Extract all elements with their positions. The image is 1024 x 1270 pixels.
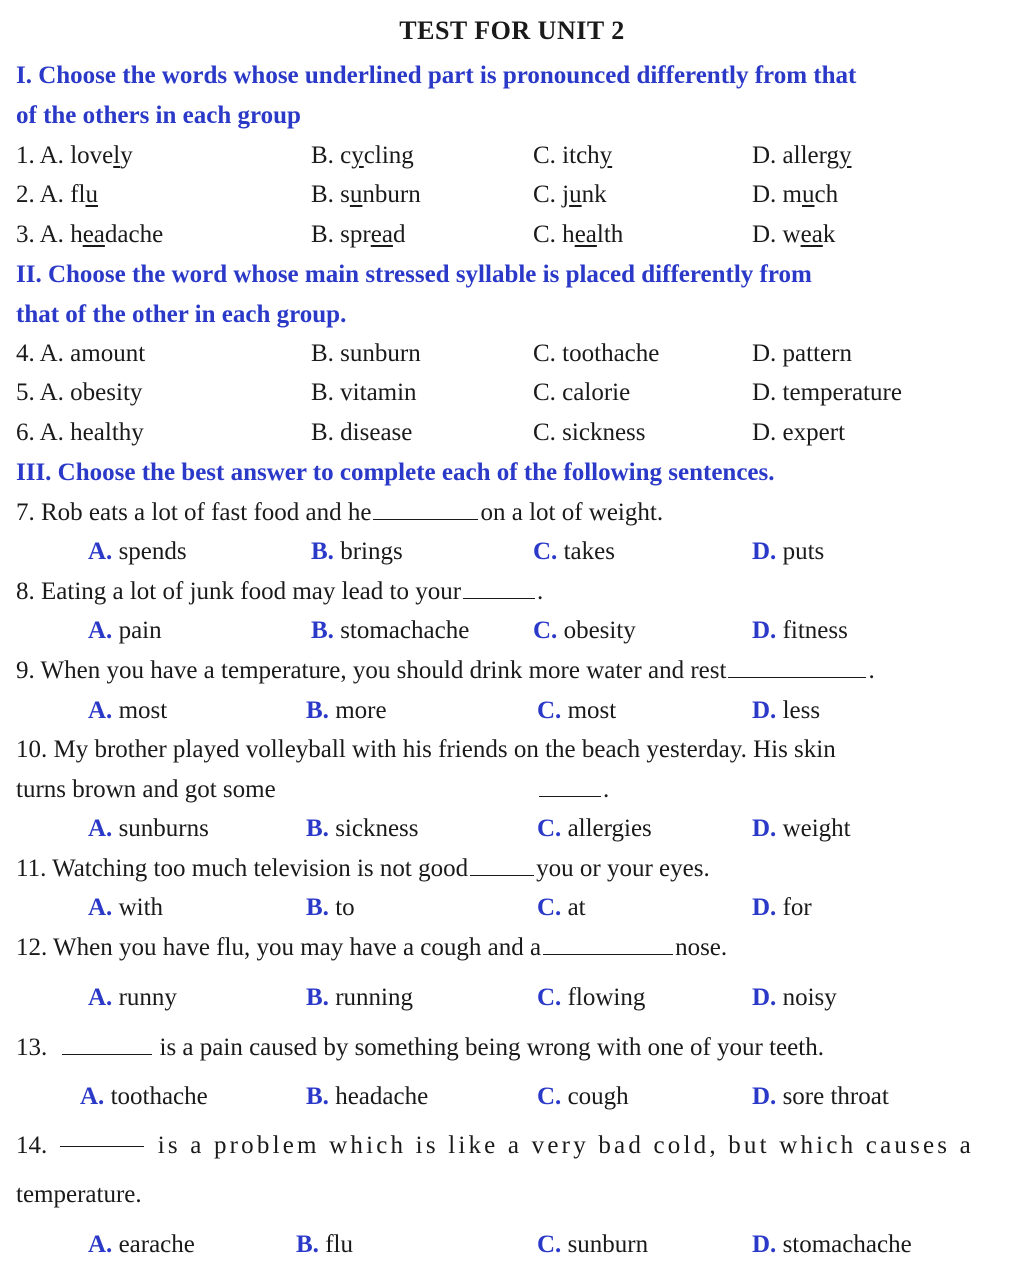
option-letter: C. xyxy=(533,538,558,565)
option-letter: B. xyxy=(311,617,334,644)
option-text-start: h xyxy=(70,221,83,248)
option-text: pain xyxy=(118,617,162,644)
answer-option[interactable] xyxy=(537,894,586,922)
stress-option: B. sunburn xyxy=(311,340,421,367)
answer-option[interactable] xyxy=(80,1083,208,1111)
question-10-blank xyxy=(537,776,609,804)
underlined-part: y xyxy=(839,142,852,169)
option-text: obesity xyxy=(563,617,636,644)
option-text-end: ch xyxy=(814,181,839,208)
option-letter: D. xyxy=(752,697,777,724)
answer-blank[interactable] xyxy=(470,874,534,876)
section-3-heading: III. Choose the best answer to complete each of the following sentences. xyxy=(16,459,775,486)
option-text: fitness xyxy=(782,617,848,644)
question-13-text: is a pain caused by something being wrong with one of your teeth. xyxy=(159,1034,824,1061)
stress-option: C. calorie xyxy=(533,379,631,406)
option-letter: D. xyxy=(752,815,777,842)
option-text: spends xyxy=(118,538,187,565)
option-text-end: k xyxy=(822,221,836,248)
answer-option[interactable] xyxy=(752,984,837,1012)
option-letter: C. xyxy=(537,697,562,724)
question-8 xyxy=(16,578,543,606)
stress-option: C. toothache xyxy=(533,340,660,367)
underlined-part: ea xyxy=(82,221,105,248)
question-7-text: 7. Rob eats a lot of fast food and he xyxy=(16,499,372,526)
option-text: headache xyxy=(335,1083,429,1110)
option-text: cough xyxy=(567,1083,629,1110)
answer-option[interactable] xyxy=(752,538,824,566)
question-11-text-end: you or your eyes. xyxy=(536,855,710,882)
answer-option[interactable] xyxy=(296,1231,353,1259)
pronunciation-option xyxy=(752,181,838,209)
question-number: 1. A. xyxy=(16,142,71,169)
option-text-end: cling xyxy=(363,142,414,169)
option-letter: C. xyxy=(537,815,562,842)
option-letter: B. xyxy=(311,538,334,565)
section-2-heading-cont: that of the other in each group. xyxy=(16,301,347,328)
option-text: at xyxy=(567,894,586,921)
option-text: sore throat xyxy=(782,1083,889,1110)
answer-option[interactable] xyxy=(537,984,645,1012)
answer-option[interactable] xyxy=(306,1083,428,1111)
answer-option[interactable] xyxy=(537,697,616,725)
option-text: puts xyxy=(782,538,825,565)
option-letter: A. xyxy=(80,1083,105,1110)
answer-option[interactable] xyxy=(752,894,812,922)
answer-blank[interactable] xyxy=(539,795,601,797)
stress-option: 6. A. healthy xyxy=(16,419,144,446)
option-text-end: nk xyxy=(581,181,607,208)
option-text: brings xyxy=(340,538,403,565)
stress-option: D. expert xyxy=(752,419,846,446)
section-1-heading-cont: of the others in each group xyxy=(16,102,301,129)
option-text-end: nburn xyxy=(362,181,421,208)
page-title: TEST FOR UNIT 2 xyxy=(399,16,625,45)
option-letter: D. xyxy=(752,984,777,1011)
pronunciation-option xyxy=(533,142,612,170)
option-letter: B. xyxy=(306,697,329,724)
stress-option: B. disease xyxy=(311,419,413,446)
option-letter: B. xyxy=(306,815,329,842)
option-letter: B. xyxy=(306,1083,329,1110)
option-text: running xyxy=(335,984,413,1011)
option-letter: A. xyxy=(88,538,113,565)
answer-option[interactable] xyxy=(752,815,851,843)
answer-option[interactable] xyxy=(311,617,469,645)
option-text-start: D. allerg xyxy=(752,142,840,169)
question-9-text-end: . xyxy=(868,657,875,684)
pronunciation-option xyxy=(311,142,414,170)
option-text: sunburns xyxy=(118,815,209,842)
underlined-part: u xyxy=(349,181,363,208)
option-text: noisy xyxy=(782,984,837,1011)
option-text: more xyxy=(335,697,387,724)
option-text: earache xyxy=(118,1231,195,1258)
question-7-text-end: on a lot of weight. xyxy=(480,499,664,526)
underlined-part: ea xyxy=(574,221,597,248)
option-text: allergies xyxy=(567,815,652,842)
option-text-end: lth xyxy=(596,221,624,248)
underlined-part: y xyxy=(351,142,364,169)
option-text: to xyxy=(335,894,355,921)
option-letter: D. xyxy=(752,617,777,644)
option-text-end: dache xyxy=(104,221,164,248)
stress-option: B. vitamin xyxy=(311,379,417,406)
option-text: runny xyxy=(118,984,177,1011)
question-9-text: 9. When you have a temperature, you should drink more water and rest xyxy=(16,657,727,684)
option-letter: A. xyxy=(88,984,113,1011)
option-text-start: C. itch xyxy=(533,142,600,169)
answer-option[interactable] xyxy=(752,1231,912,1259)
underlined-part: l xyxy=(113,142,121,169)
option-text: for xyxy=(782,894,812,921)
question-14-text: is a problem which is like a very bad cold, but which causes a xyxy=(157,1132,974,1159)
underlined-part: u xyxy=(85,181,98,208)
underlined-part: ea xyxy=(800,221,823,248)
question-12 xyxy=(16,934,727,962)
option-letter: A. xyxy=(88,617,113,644)
answer-option[interactable] xyxy=(537,1231,648,1259)
option-letter: D. xyxy=(752,1231,777,1258)
pronunciation-option xyxy=(533,221,623,249)
answer-option[interactable] xyxy=(88,894,163,922)
option-letter: B. xyxy=(306,894,329,921)
pronunciation-option xyxy=(16,181,98,209)
stress-option: 5. A. obesity xyxy=(16,379,143,406)
answer-option[interactable] xyxy=(88,538,187,566)
stress-option: 4. A. amount xyxy=(16,340,146,367)
pronunciation-option xyxy=(752,221,835,249)
option-text-start: B. spr xyxy=(311,221,371,248)
stress-option: D. temperature xyxy=(752,379,902,406)
question-10-text-end: . xyxy=(603,776,610,803)
answer-option[interactable] xyxy=(88,697,167,725)
section-2-heading: II. Choose the word whose main stressed syllable is placed differently from xyxy=(16,261,812,288)
question-number: 3. A. xyxy=(16,221,71,248)
answer-blank[interactable] xyxy=(728,676,866,678)
question-12-text: 12. When you have flu, you may have a cough and a xyxy=(16,934,542,961)
option-letter: C. xyxy=(537,984,562,1011)
stress-option: D. pattern xyxy=(752,340,852,367)
answer-option[interactable] xyxy=(88,617,162,645)
option-text-start: B. c xyxy=(311,142,352,169)
question-12-text-end: nose. xyxy=(675,934,728,961)
question-13-number: 13. xyxy=(16,1034,48,1061)
answer-option[interactable] xyxy=(311,538,403,566)
answer-option[interactable] xyxy=(88,984,177,1012)
answer-option[interactable] xyxy=(752,617,848,645)
option-text-start: C. h xyxy=(533,221,575,248)
answer-option[interactable] xyxy=(88,815,209,843)
option-text-start: fl xyxy=(70,181,86,208)
option-letter: D. xyxy=(752,538,777,565)
option-letter: C. xyxy=(537,1083,562,1110)
answer-option[interactable] xyxy=(306,697,387,725)
option-text-start: C. j xyxy=(533,181,570,208)
option-text: sickness xyxy=(335,815,419,842)
pronunciation-option xyxy=(16,221,163,249)
option-text: toothache xyxy=(110,1083,208,1110)
answer-option[interactable] xyxy=(533,617,636,645)
answer-blank[interactable] xyxy=(62,1053,152,1055)
option-text: sunburn xyxy=(567,1231,649,1258)
stress-option: C. sickness xyxy=(533,419,646,446)
question-8-text-end: . xyxy=(537,578,544,605)
pronunciation-option xyxy=(752,142,852,170)
answer-option[interactable] xyxy=(752,697,820,725)
answer-option[interactable] xyxy=(537,815,652,843)
answer-blank[interactable] xyxy=(463,597,535,599)
option-text-start: D. m xyxy=(752,181,802,208)
option-letter: C. xyxy=(537,1231,562,1258)
question-10-text: turns brown and got some xyxy=(16,776,276,803)
option-letter: A. xyxy=(88,697,113,724)
question-14-cont: temperature. xyxy=(16,1181,142,1208)
pronunciation-option xyxy=(311,181,421,209)
section-1-heading: I. Choose the words whose underlined part is pronounced differently from that xyxy=(16,62,857,89)
option-letter: A. xyxy=(88,815,113,842)
option-text-start: love xyxy=(70,142,114,169)
question-number: 2. A. xyxy=(16,181,71,208)
question-14-number: 14. xyxy=(16,1132,48,1159)
answer-option[interactable] xyxy=(533,538,615,566)
question-7 xyxy=(16,499,663,527)
option-text: weight xyxy=(782,815,851,842)
option-text: stomachache xyxy=(340,617,470,644)
question-10: 10. My brother played volleyball with his friends on the beach yesterday. His skin xyxy=(16,736,836,763)
option-text: most xyxy=(567,697,617,724)
option-text: flu xyxy=(325,1231,353,1258)
option-letter: D. xyxy=(752,894,777,921)
option-letter: A. xyxy=(88,1231,113,1258)
question-13 xyxy=(16,1034,824,1062)
pronunciation-option xyxy=(533,181,607,209)
question-14 xyxy=(16,1132,974,1160)
option-letter: B. xyxy=(296,1231,319,1258)
answer-option[interactable] xyxy=(752,1083,889,1111)
question-8-text: 8. Eating a lot of junk food may lead to your xyxy=(16,578,462,605)
answer-blank[interactable] xyxy=(543,953,673,955)
option-letter: C. xyxy=(537,894,562,921)
answer-option[interactable] xyxy=(88,1231,195,1259)
option-text: stomachache xyxy=(782,1231,912,1258)
answer-blank[interactable] xyxy=(373,518,478,520)
pronunciation-option xyxy=(311,221,405,249)
underlined-part: u xyxy=(569,181,582,208)
underlined-part: ea xyxy=(370,221,393,248)
underlined-part: u xyxy=(802,181,815,208)
answer-option[interactable] xyxy=(537,1083,629,1111)
option-text: takes xyxy=(563,538,615,565)
option-text-start: B. s xyxy=(311,181,350,208)
option-text-end: d xyxy=(392,221,406,248)
option-text-start: D. w xyxy=(752,221,801,248)
option-letter: B. xyxy=(306,984,329,1011)
underlined-part: y xyxy=(599,142,613,169)
question-11 xyxy=(16,855,710,883)
question-10-cont xyxy=(16,776,276,804)
option-text: less xyxy=(782,697,821,724)
question-11-text: 11. Watching too much television is not good xyxy=(16,855,469,882)
option-text: flowing xyxy=(567,984,646,1011)
answer-option[interactable] xyxy=(306,815,419,843)
answer-option[interactable] xyxy=(306,894,355,922)
pronunciation-option xyxy=(16,142,133,170)
answer-blank[interactable] xyxy=(60,1145,144,1147)
answer-option[interactable] xyxy=(306,984,413,1012)
question-9 xyxy=(16,657,875,685)
option-letter: D. xyxy=(752,1083,777,1110)
option-text: most xyxy=(118,697,168,724)
option-text: with xyxy=(118,894,164,921)
option-letter: A. xyxy=(88,894,113,921)
option-letter: C. xyxy=(533,617,558,644)
option-text-end: y xyxy=(120,142,133,169)
